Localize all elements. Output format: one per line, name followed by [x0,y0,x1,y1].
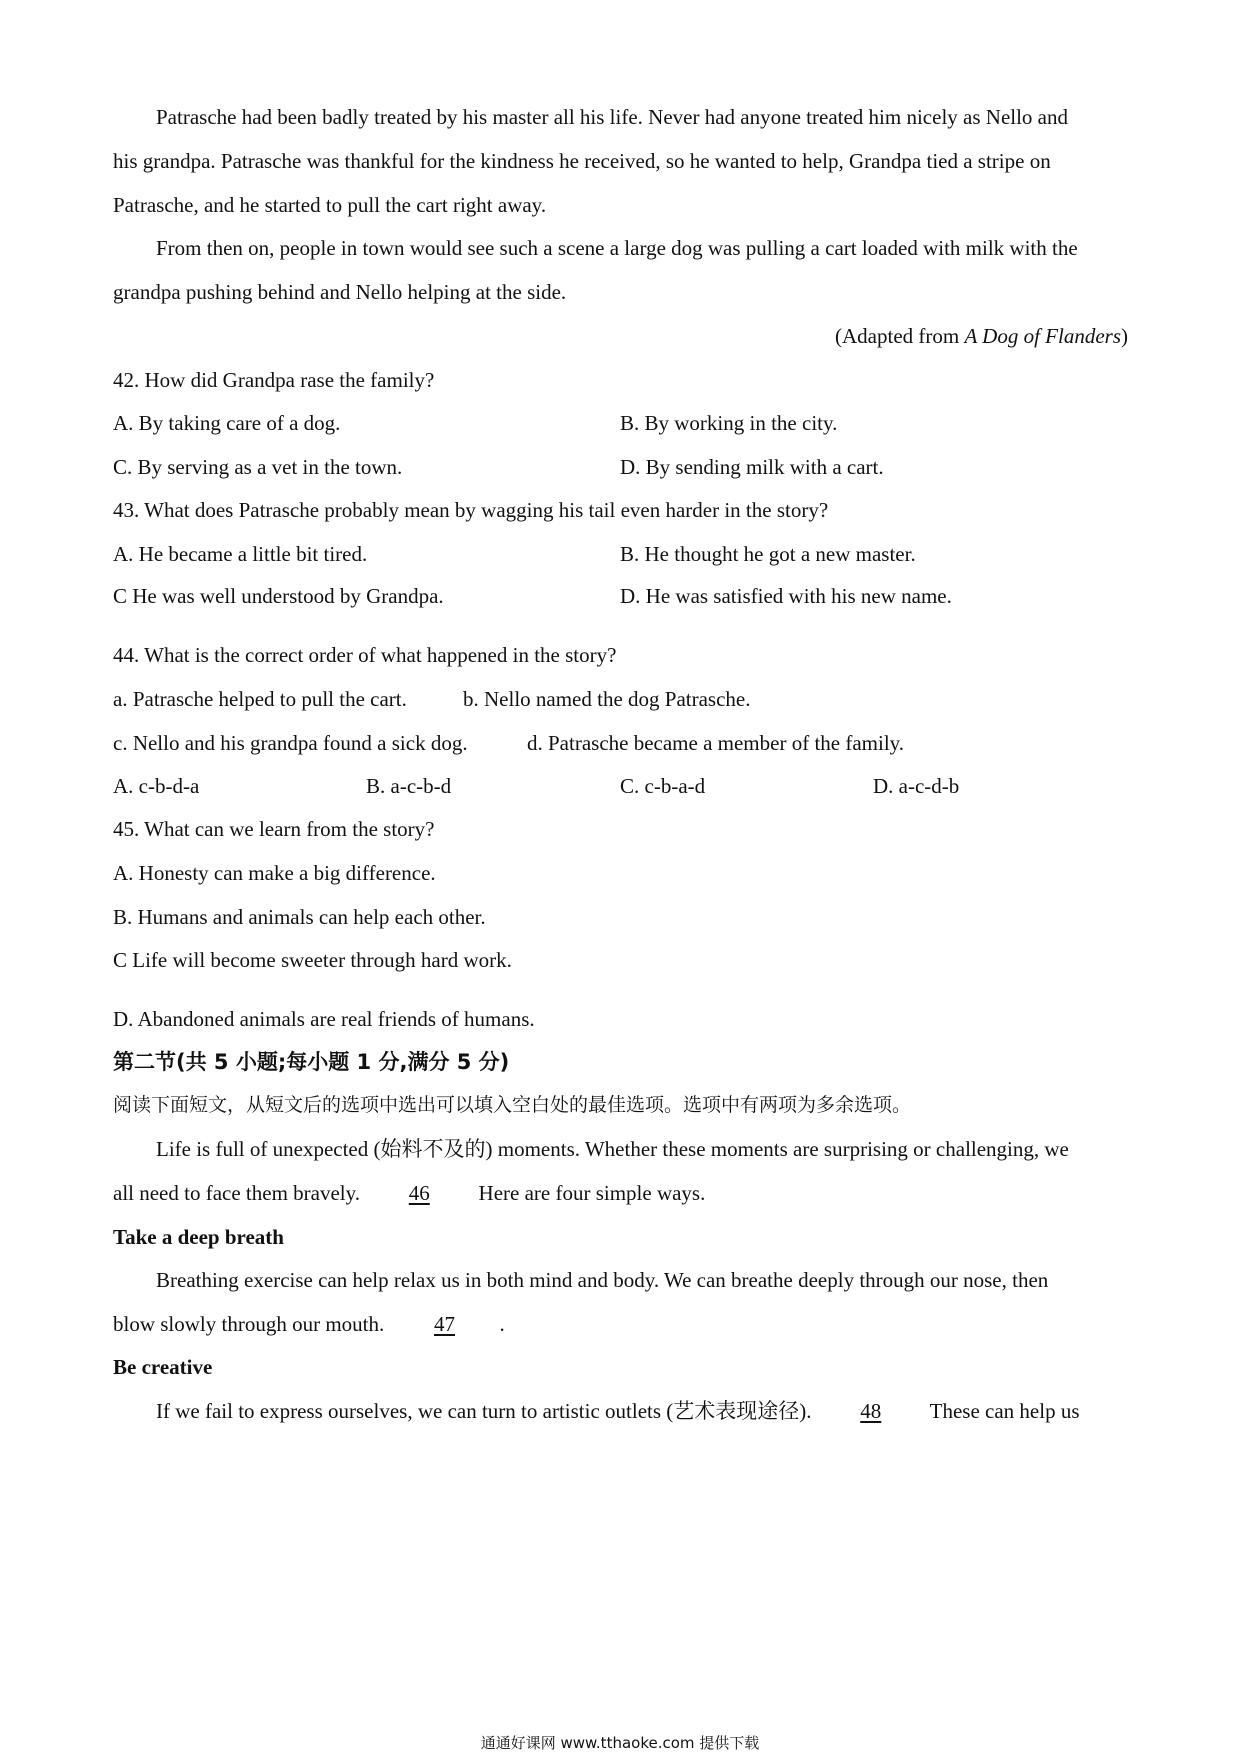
passage-source [835,324,1128,349]
question-44-option-b: B. a-c-b-d [366,774,452,798]
section-instruction: 阅读下面短文，从短文后的选项中选出可以填入空白处的最佳选项。选项中有两项为多余选项。 [113,1094,912,1116]
blank-46: 46 [408,1181,430,1205]
passage-line: Patrasche had been badly treated by his master all his life. Never had anyone treated him nicely as Nello and [156,105,1069,129]
question-42-option-b: B. By working in the city. [620,411,838,435]
question-44-stem: 44. What is the correct order of what happened in the story? [113,643,617,667]
subheading-deep-breath: Take a deep breath [113,1225,284,1249]
passage-text: These can help us [924,1399,1080,1423]
question-44-event-d: d. Patrasche became a member of the family. [527,731,905,755]
passage-line: Breathing exercise can help relax us in both mind and body. We can breathe deeply through our nose, then [156,1268,1049,1292]
question-44-option-c: C. c-b-a-d [620,774,706,798]
question-44-option-d: D. a-c-d-b [873,774,960,798]
passage-text: . [499,1312,505,1336]
passage-line [113,1181,705,1206]
question-43-stem: 43. What does Patrasche probably mean by wagging his tail even harder in the story? [113,498,829,522]
question-45-option-c: C Life will become sweeter through hard work. [113,948,512,972]
source-suffix: ) [1121,324,1128,348]
question-42-stem: 42. How did Grandpa rase the family? [113,368,435,392]
section-heading: 第二节(共 5 小题;每小题 1 分,满分 5 分) [113,1050,510,1074]
passage-line: his grandpa. Patrasche was thankful for the kindness he received, so he wanted to help, Grandpa tied a stripe on [113,149,1051,173]
question-44-event-b: b. Nello named the dog Patrasche. [463,687,751,711]
passage-line: Life is full of unexpected (始料不及的) moments. Whether these moments are surprising or challenging, we [156,1137,1069,1161]
question-45-stem: 45. What can we learn from the story? [113,817,435,841]
passage-line: grandpa pushing behind and Nello helping at the side. [113,280,567,304]
question-43-option-d: D. He was satisfied with his new name. [620,584,952,608]
question-44-option-a: A. c-b-d-a [113,774,200,798]
passage-line: Patrasche, and he started to pull the cart right away. [113,193,547,217]
passage-line: From then on, people in town would see such a scene a large dog was pulling a cart loaded with milk with the [156,236,1078,260]
question-42-option-a: A. By taking care of a dog. [113,411,341,435]
question-43-option-c: C He was well understood by Grandpa. [113,584,444,608]
passage-text: blow slowly through our mouth. [113,1312,390,1336]
page-footer: 通通好课网 www.tthaoke.com 提供下载 [480,1734,760,1752]
source-prefix: (Adapted from [835,324,965,348]
passage-line [113,1312,505,1337]
blank-48: 48 [860,1399,882,1423]
question-45-option-a: A. Honesty can make a big difference. [113,861,436,885]
question-42-option-c: C. By serving as a vet in the town. [113,455,403,479]
blank-47: 47 [434,1312,455,1336]
source-title: A Dog of Flanders [964,324,1121,348]
question-44-event-c: c. Nello and his grandpa found a sick dog. [113,731,468,755]
passage-text: all need to face them bravely. [113,1181,366,1205]
question-42-option-d: D. By sending milk with a cart. [620,455,884,479]
question-44-event-a: a. Patrasche helped to pull the cart. [113,687,407,711]
question-43-option-a: A. He became a little bit tired. [113,542,368,566]
passage-text: If we fail to express ourselves, we can turn to artistic outlets (艺术表现途径). [156,1399,817,1423]
question-43-option-b: B. He thought he got a new master. [620,542,916,566]
passage-text: Here are four simple ways. [473,1181,706,1205]
subheading-be-creative: Be creative [113,1355,213,1379]
passage-line [156,1399,1080,1424]
question-45-option-b: B. Humans and animals can help each other. [113,905,486,929]
question-45-option-d: D. Abandoned animals are real friends of humans. [113,1007,535,1031]
